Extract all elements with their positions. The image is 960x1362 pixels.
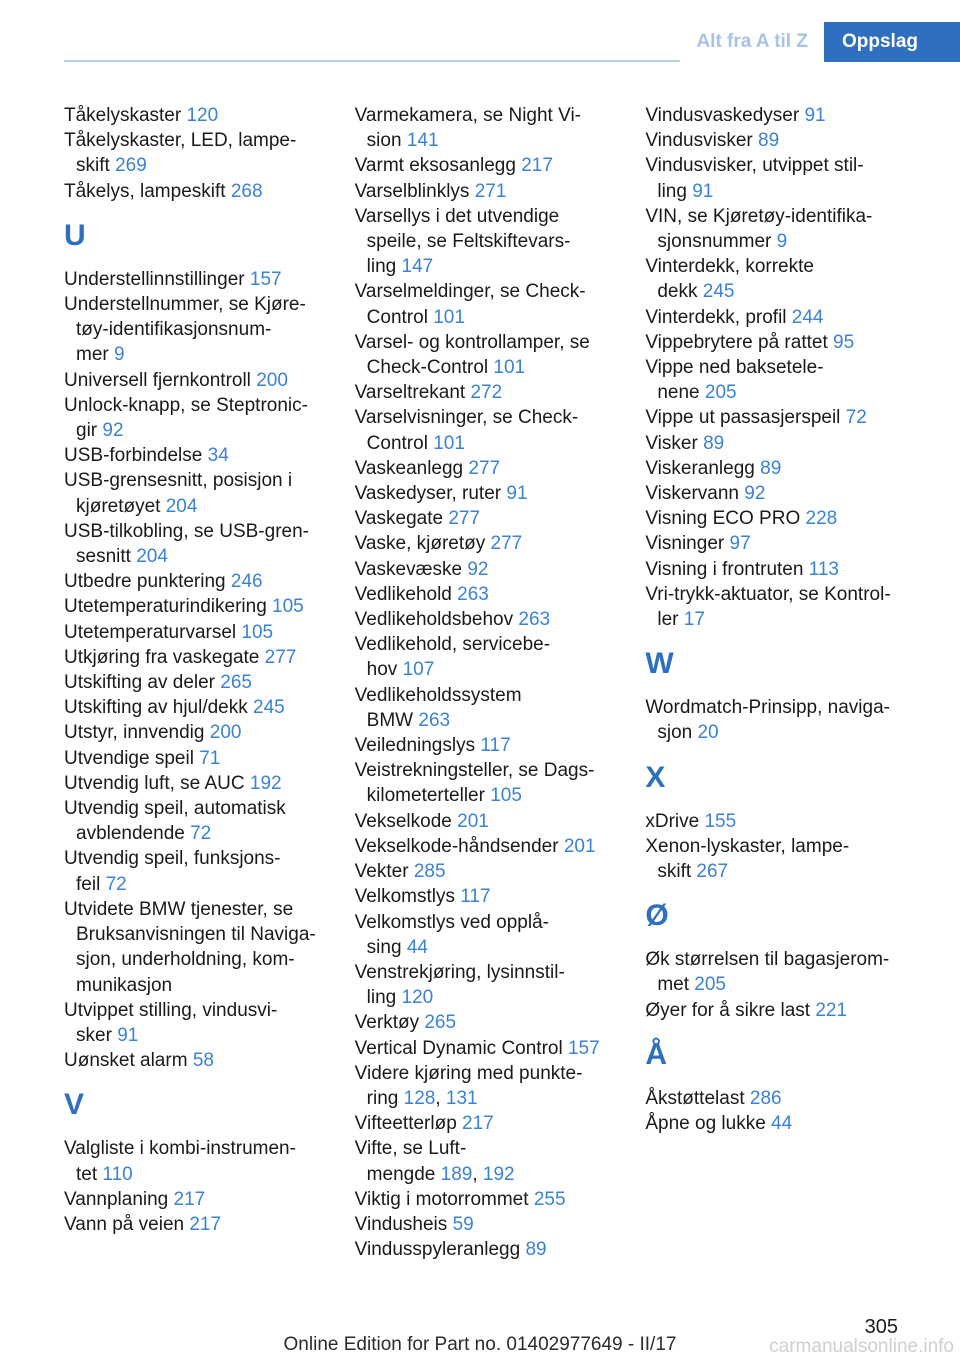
index-entry: Varselblinklys 271 — [354, 180, 507, 202]
page-reference-link[interactable]: 117 — [460, 886, 491, 908]
index-entry: Vindusvaskedyser 91 — [645, 105, 826, 126]
index-entry: Vedlikeholdsbehov 263 — [354, 609, 551, 631]
index-entry: Visker 89 — [645, 432, 725, 454]
page-reference-link[interactable]: 44 — [771, 1113, 793, 1135]
index-entry: Veistrekningsteller, se Dags- kilometerteller 105 — [354, 760, 595, 807]
index-entry: Vann på veien 217 — [64, 1213, 222, 1235]
index-entry: Utbedre punktering 246 — [64, 571, 263, 593]
index-entry: Vippe ut passasjerspeil 72 — [645, 407, 867, 429]
page-reference-link[interactable]: 244 — [791, 306, 824, 328]
index-entry: Utskifting av hjul/dekk 245 — [64, 697, 285, 719]
page-reference-link[interactable]: 277 — [264, 646, 297, 668]
index-entry: Utvendig speil, automatisk avblendende 72 — [64, 798, 286, 845]
page-reference-link[interactable]: 263 — [518, 609, 551, 631]
page-reference-link[interactable]: 9 — [114, 344, 125, 366]
page-reference-link[interactable]: 58 — [192, 1050, 214, 1072]
index-entry: Vindusspyleranlegg 89 — [354, 1239, 547, 1261]
index-entry: Vedlikeholdssystem BMW 263 — [354, 684, 522, 731]
page-reference-link[interactable]: 120 — [186, 105, 219, 126]
page-reference-link[interactable]: 217 — [173, 1188, 206, 1210]
index-entry: Vinterdekk, korrekte dekk 245 — [645, 256, 814, 303]
page-reference-link[interactable]: 110 — [102, 1163, 133, 1185]
page-reference-link[interactable]: 101 — [433, 432, 465, 454]
index-entry: Wordmatch-Prinsipp, naviga- sjon 20 — [645, 697, 890, 744]
footer-edition: Online Edition for Part no. 01402977649 - II/17 — [283, 1334, 677, 1355]
page-reference-link[interactable]: 91 — [692, 180, 714, 202]
page-reference-link[interactable]: 201 — [457, 810, 489, 832]
index-entry: Vindusvisker 89 — [645, 130, 780, 152]
index-entry: Varselvisninger, se Check- Control 101 — [354, 407, 579, 454]
page-reference-link[interactable]: 89 — [760, 457, 782, 479]
index-entry: Varmekamera, se Night Vi- sion 141 — [354, 105, 581, 152]
index-entry: Velkomstlys 117 — [354, 886, 491, 908]
index-entry: Utetemperaturindikering 105 — [64, 596, 304, 618]
page-reference-link[interactable]: 263 — [418, 709, 451, 731]
index-entry: Utvendige speil 71 — [64, 747, 221, 769]
page-reference-link[interactable]: 107 — [402, 659, 435, 681]
page-reference-link[interactable]: 147 — [401, 256, 434, 278]
index-entry: Tåkelyskaster 120 — [64, 105, 219, 126]
page-reference-link[interactable]: 92 — [744, 483, 766, 505]
index-entry: Vekselkode-håndsender 201 — [354, 835, 596, 857]
index-entry: Utskifting av deler 265 — [64, 672, 252, 694]
index-entry: Utkjøring fra vaskegate 277 — [64, 646, 297, 668]
page-reference-link[interactable]: 157 — [249, 268, 282, 290]
index-entry: Universell fjernkontroll 200 — [64, 369, 288, 391]
index-letter-heading: W — [645, 647, 674, 681]
index-entry: Venstrekjøring, lysinnstil- ling 120 — [354, 961, 565, 1009]
page-reference-link[interactable]: 120 — [401, 987, 434, 1009]
index-entry: Vaskeanlegg 277 — [354, 457, 501, 479]
index-columns — [64, 103, 934, 1262]
index-entry: Øk størrelsen til bagasjerom- met 205 — [645, 949, 890, 996]
index-entry: Visning i frontruten 113 — [645, 558, 839, 580]
index-entry: Utetemperaturvarsel 105 — [64, 621, 274, 643]
page-reference-link[interactable]: 91 — [506, 483, 528, 505]
index-letter-heading: V — [64, 1088, 85, 1122]
page-reference-link[interactable]: 72 — [105, 873, 127, 895]
page-reference-link[interactable]: 272 — [470, 382, 503, 404]
page-reference-link[interactable]: 131 — [445, 1087, 478, 1109]
index-letter-heading: U — [64, 218, 86, 252]
page-reference-link[interactable]: 72 — [190, 823, 212, 845]
page-reference-link[interactable]: 246 — [230, 571, 263, 593]
index-entry: Vaske, kjøretøy 277 — [354, 533, 523, 555]
page-reference-link[interactable]: 265 — [220, 672, 252, 694]
index-entry: Vippe ned baksetele- nene 205 — [645, 357, 824, 404]
page-reference-link[interactable]: 192 — [482, 1163, 515, 1185]
page-reference-link[interactable]: 155 — [704, 810, 737, 832]
page-reference-link[interactable]: 17 — [683, 609, 705, 631]
index-entry: Øyer for å sikre last 221 — [645, 999, 848, 1021]
page-reference-link[interactable]: 92 — [102, 420, 124, 442]
page-reference-link[interactable]: 217 — [462, 1113, 494, 1135]
section-tab[interactable]: Alt fra A til Z — [680, 22, 824, 62]
index-entry: Valgliste i kombi-instrumen- tet 110 — [64, 1138, 296, 1185]
page-reference-link[interactable]: 89 — [525, 1239, 547, 1261]
index-entry: Vifteetterløp 217 — [354, 1113, 494, 1135]
page-reference-link[interactable]: 89 — [758, 130, 780, 152]
index-entry: Varmt eksosanlegg 217 — [354, 155, 553, 177]
page-reference-link[interactable]: 128 — [403, 1087, 436, 1109]
index-entry: Velkomstlys ved opplå- sing 44 — [354, 911, 549, 958]
page-reference-link[interactable]: 105 — [490, 785, 522, 807]
page-reference-link[interactable]: 157 — [567, 1037, 600, 1059]
index-entry: Xenon-lyskaster, lampe- skift 267 — [645, 835, 850, 883]
index-entry: Understellinnstillinger 157 — [64, 268, 282, 290]
page-number: 305 — [864, 1316, 898, 1338]
index-entry: Viskervann 92 — [645, 483, 766, 505]
page-reference-link[interactable]: 245 — [702, 281, 735, 303]
index-entry: Utvendig luft, se AUC 192 — [64, 772, 282, 794]
index-entry: USB-grensesnitt, posisjon i kjøretøyet 204 — [64, 470, 293, 517]
page-reference-link[interactable]: 269 — [115, 155, 147, 177]
index-entry: USB-forbindelse 34 — [64, 445, 229, 467]
index-entry: Vannplaning 217 — [64, 1188, 206, 1210]
index-letter-heading: Å — [645, 1037, 668, 1071]
page-reference-link[interactable]: 268 — [230, 180, 263, 202]
page-reference-link[interactable]: 89 — [703, 432, 725, 454]
index-entry: Visninger 97 — [645, 533, 751, 555]
page-reference-link[interactable]: 71 — [199, 747, 221, 769]
index-entry: Vinterdekk, profil 244 — [645, 306, 824, 328]
index-column-3 — [645, 103, 934, 1262]
index-entry: Understellnummer, se Kjøre- tøy-identifikasjonsnum- mer 9 — [64, 294, 306, 366]
index-column-2 — [355, 103, 644, 1262]
page-reference-link[interactable]: 271 — [474, 180, 507, 202]
page-reference-link[interactable]: 97 — [729, 533, 751, 555]
index-entry: Vippebrytere på rattet 95 — [645, 331, 855, 353]
index-entry: Vekter 285 — [354, 861, 446, 883]
index-entry: Videre kjøring med punkte- ring 128, 131 — [354, 1062, 583, 1109]
page-reference-link[interactable]: 91 — [117, 1024, 139, 1046]
page-reference-link[interactable]: 217 — [189, 1213, 222, 1235]
index-entry: Utvendig speil, funksjons- feil 72 — [64, 848, 281, 895]
page-header — [680, 22, 960, 62]
page-reference-link[interactable]: 255 — [533, 1188, 566, 1210]
page-reference-link[interactable]: 92 — [467, 558, 489, 580]
page-reference-link[interactable]: 263 — [457, 583, 489, 605]
page-reference-link[interactable]: 205 — [694, 974, 726, 996]
page-reference-link[interactable]: 9 — [776, 231, 788, 253]
index-entry: Utvippet stilling, vindusvi- sker 91 — [64, 999, 278, 1046]
page-reference-link[interactable]: 200 — [209, 722, 242, 744]
page-reference-link[interactable]: 204 — [165, 495, 198, 517]
index-entry: Vaskegate 277 — [354, 508, 481, 530]
page-reference-link[interactable]: 95 — [833, 331, 855, 353]
page-reference-link[interactable]: 44 — [406, 936, 428, 958]
index-entry: Vri-trykk-aktuator, se Kontrol- ler 17 — [645, 583, 891, 631]
index-entry: xDrive 155 — [645, 810, 737, 832]
index-entry: Utstyr, innvendig 200 — [64, 722, 242, 744]
index-entry: Visning ECO PRO 228 — [645, 508, 838, 530]
page-reference-link[interactable]: 228 — [805, 508, 838, 530]
page-reference-link[interactable]: 200 — [256, 369, 288, 391]
page-reference-link[interactable]: 204 — [136, 546, 168, 568]
index-entry: Viskeranlegg 89 — [645, 457, 782, 479]
index-entry: Vifte, se Luft- mengde 189, 192 — [354, 1138, 515, 1185]
index-entry: Vindusheis 59 — [354, 1213, 474, 1235]
index-entry: Vaskevæske 92 — [354, 558, 489, 580]
index-entry: Tåkelyskaster, LED, lampe- skift 269 — [64, 130, 297, 177]
index-entry: Varsellys i det utvendige speile, se Feltskiftevars- ling 147 — [354, 205, 571, 278]
index-entry: Veiledningslys 117 — [354, 735, 511, 757]
index-entry: VIN, se Kjøretøy-identifika- sjonsnummer 9 — [645, 205, 873, 253]
page-reference-link[interactable]: 34 — [207, 445, 229, 467]
index-entry: Viktig i motorrommet 255 — [354, 1188, 566, 1210]
index-entry: Uønsket alarm 58 — [64, 1050, 214, 1072]
index-entry: Varsel- og kontrollamper, se Check-Control 101 — [354, 331, 590, 379]
page-reference-link[interactable]: 205 — [704, 382, 737, 404]
page-reference-link[interactable]: 20 — [697, 722, 719, 744]
page-reference-link[interactable]: 91 — [804, 105, 826, 126]
page-reference-link[interactable]: 221 — [815, 999, 848, 1021]
index-entry: Vedlikehold 263 — [354, 583, 489, 605]
index-entry: Vertical Dynamic Control 157 — [354, 1037, 600, 1059]
index-entry: Vindusvisker, utvippet stil- ling 91 — [645, 155, 864, 202]
index-entry: Utvidete BMW tjenester, se Bruksanvisningen til Naviga- sjon, underholdning, kom- munikasjon — [64, 898, 316, 996]
page-reference-link[interactable]: 105 — [241, 621, 274, 643]
index-entry: Unlock-knapp, se Steptronic- gir 92 — [64, 394, 308, 442]
index-entry: Vedlikehold, servicebe- hov 107 — [354, 634, 551, 681]
page-reference-link[interactable]: 117 — [480, 735, 511, 757]
page-reference-link[interactable]: 72 — [845, 407, 867, 429]
page-reference-link[interactable]: 286 — [749, 1087, 782, 1109]
index-entry: Vekselkode 201 — [354, 810, 489, 832]
index-entry: USB-tilkobling, se USB-gren- sesnitt 204 — [64, 520, 309, 568]
index-letter-heading: Ø — [645, 899, 669, 933]
page-reference-link[interactable]: 192 — [249, 772, 282, 794]
page-reference-link[interactable]: 201 — [563, 835, 596, 857]
page-reference-link[interactable]: 285 — [413, 861, 446, 883]
page-reference-link[interactable]: 277 — [468, 457, 501, 479]
page-reference-link[interactable]: 267 — [696, 861, 729, 883]
index-entry: Verktøy 265 — [354, 1012, 457, 1034]
page-reference-link[interactable]: 105 — [272, 596, 304, 618]
page-reference-link[interactable]: 141 — [406, 130, 439, 152]
page-reference-link[interactable]: 113 — [808, 558, 839, 580]
page-reference-link[interactable]: 265 — [424, 1012, 457, 1034]
index-entry: Åpne og lukke 44 — [645, 1113, 793, 1135]
index-column-1 — [64, 103, 353, 1262]
index-entry: Åkstøttelast 286 — [645, 1087, 782, 1109]
page-reference-link[interactable]: 101 — [493, 357, 526, 379]
page-reference-link[interactable]: 59 — [452, 1213, 474, 1235]
index-entry: Varselmeldinger, se Check- Control 101 — [354, 281, 586, 328]
index-entry: Tåkelys, lampeskift 268 — [64, 180, 263, 202]
watermark: carmanualsonline.info — [769, 1336, 954, 1357]
index-letter-heading: X — [645, 760, 666, 794]
page-reference-link[interactable]: 245 — [253, 697, 285, 719]
page-reference-link[interactable]: 189 — [440, 1163, 473, 1185]
page-reference-link[interactable]: 277 — [448, 508, 481, 530]
page-reference-link[interactable]: 101 — [433, 306, 465, 328]
index-entry: Vaskedyser, ruter 91 — [354, 483, 528, 505]
chapter-tab[interactable]: Oppslag — [824, 22, 960, 62]
page-reference-link[interactable]: 217 — [521, 155, 553, 177]
index-entry: Varseltrekant 272 — [354, 382, 503, 404]
page-reference-link[interactable]: 277 — [490, 533, 523, 555]
